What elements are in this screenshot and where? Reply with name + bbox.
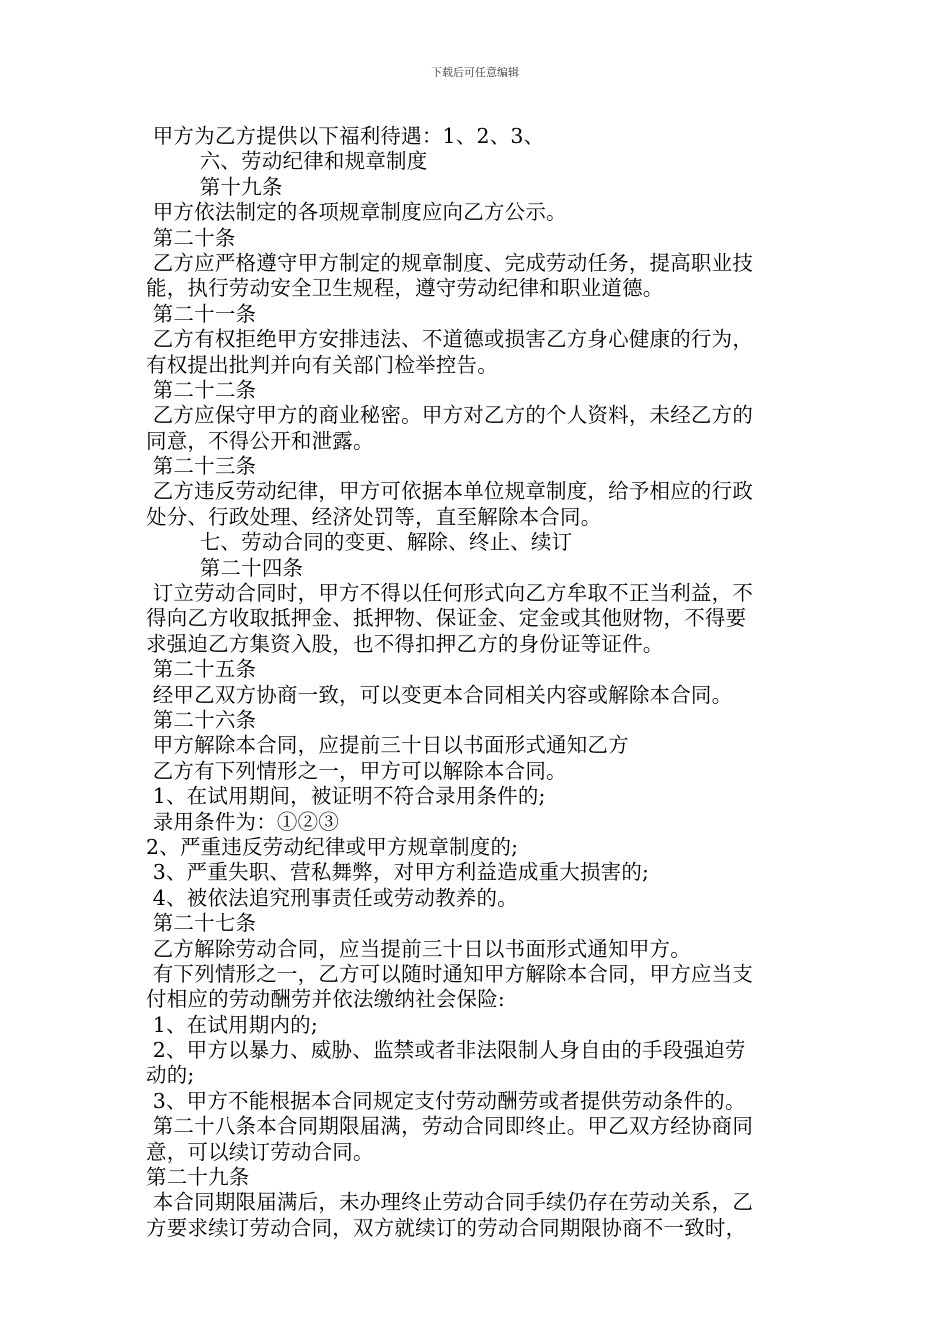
text-line: 甲方解除本合同，应提前三十日以书面形式通知乙方 [146,733,629,758]
text-line: 订立劳动合同时，甲方不得以任何形式向乙方牟取不正当利益，不 [146,581,754,606]
text-line: 能，执行劳动安全卫生规程，遵守劳动纪律和职业道德。 [146,276,664,301]
text-line: 意，可以续订劳动合同。 [146,1139,374,1164]
list-item: 1、在试用期内的; [146,1012,318,1037]
section-heading: 六、劳动纪律和规章制度 [146,149,428,174]
list-item: 4、被依法追究刑事责任或劳动教养的。 [146,885,518,910]
text-line: 乙方有下列情形之一，甲方可以解除本合同。 [146,758,567,783]
list-item: 3、甲方不能根据本合同规定支付劳动酬劳或者提供劳动条件的。 [146,1088,746,1113]
document-body [146,124,810,1241]
article-heading: 第二十一条 [146,301,257,326]
text-line: 乙方应严格遵守甲方制定的规章制度、完成劳动任务，提高职业技 [146,250,754,275]
text-line: 乙方应保守甲方的商业秘密。甲方对乙方的个人资料，未经乙方的 [146,403,754,428]
text-line: 有权提出批判并向有关部门检举控告。 [146,352,498,377]
article-heading: 第二十六条 [146,707,257,732]
text-line: 甲方依法制定的各项规章制度应向乙方公示。 [146,200,567,225]
article-heading: 第二十九条 [146,1165,250,1190]
list-item: 2、甲方以暴力、威胁、监禁或者非法限制人身自由的手段强迫劳 [146,1038,746,1063]
section-heading: 七、劳动合同的变更、解除、终止、续订 [146,530,573,555]
article-heading: 第十九条 [146,174,283,199]
text-line: 同意，不得公开和泄露。 [146,428,374,453]
text-line: 方要求续订劳动合同，双方就续订的劳动合同期限协商不一致时， [146,1215,747,1240]
page-header: 下载后可任意编辑 [431,66,519,79]
article-heading: 第二十七条 [146,911,257,936]
text-line: 乙方解除劳动合同，应当提前三十日以书面形式通知甲方。 [146,936,691,961]
text-line: 得向乙方收取抵押金、抵押物、保证金、定金或其他财物，不得要 [146,606,747,631]
text-line: 处分、行政处理、经济处罚等，直至解除本合同。 [146,504,602,529]
article-heading: 第二十三条 [146,454,257,479]
list-item: 3、严重失职、营私舞弊，对甲方利益造成重大损害的; [146,860,650,885]
text-line: 第二十八条本合同期限届满，劳动合同即终止。甲乙双方经协商同 [146,1114,754,1139]
text-line: 乙方有权拒绝甲方安排违法、不道德或损害乙方身心健康的行为， [146,327,754,352]
text-line: 经甲乙双方协商一致，可以变更本合同相关内容或解除本合同。 [146,682,733,707]
article-heading: 第二十五条 [146,657,257,682]
article-heading: 第二十二条 [146,377,257,402]
text-line: 付相应的劳动酬劳并依法缴纳社会保险: [146,987,506,1012]
text-line: 动的; [146,1063,195,1088]
text-line: 求强迫乙方集资入股，也不得扣押乙方的身份证等证件。 [146,631,664,656]
article-heading: 第二十条 [146,225,236,250]
list-item: 1、在试用期间，被证明不符合录用条件的; [146,784,546,809]
text-line: 录用条件为：①②③ [146,809,340,834]
text-line: 本合同期限届满后，未办理终止劳动合同手续仍存在劳动关系，乙 [146,1190,754,1215]
list-item: 2、严重违反劳动纪律或甲方规章制度的; [146,834,519,859]
article-heading: 第二十四条 [146,555,304,580]
text-line: 乙方违反劳动纪律，甲方可依据本单位规章制度，给予相应的行政 [146,479,754,504]
text-line: 有下列情形之一，乙方可以随时通知甲方解除本合同，甲方应当支 [146,961,754,986]
text-line: 甲方为乙方提供以下福利待遇：1、2、3、 [146,124,545,148]
